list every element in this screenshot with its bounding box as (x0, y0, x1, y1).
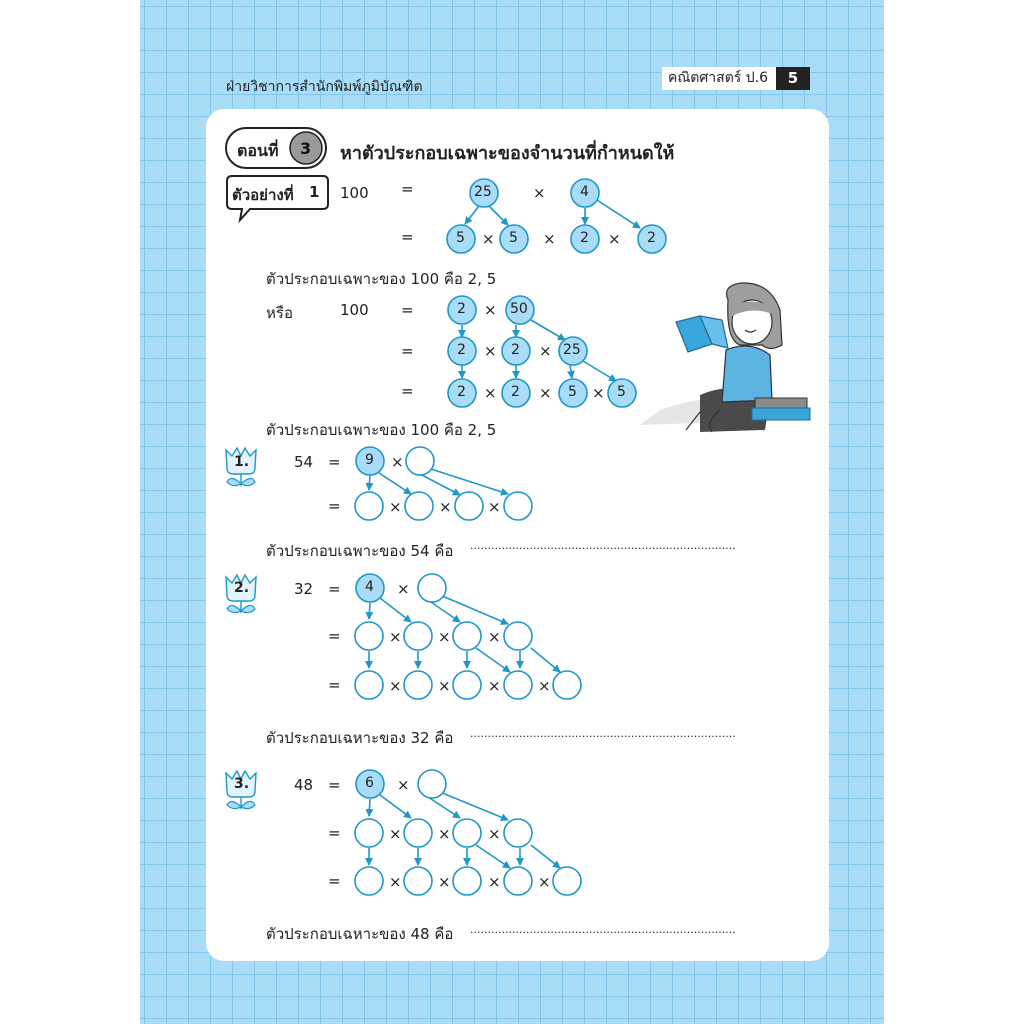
alt-label: หรือ (266, 304, 293, 322)
equals-sign: = (328, 776, 341, 794)
times-sign: × (539, 342, 552, 360)
times-sign: × (488, 628, 501, 646)
equals-sign: = (328, 824, 341, 842)
tree-value: 2 (511, 384, 520, 400)
example-answer: ตัวประกอบเฉพาะของ 100 คือ 2, 5 (266, 270, 497, 288)
times-sign: × (543, 230, 556, 248)
ex2-blank-circle[interactable] (504, 671, 532, 699)
ex3-blank-circle[interactable] (355, 867, 383, 895)
section-label: ตอนที่ (237, 141, 279, 160)
ex2-blank-circle[interactable] (404, 671, 432, 699)
tree-value: 5 (509, 230, 518, 246)
times-sign: × (608, 230, 621, 248)
page-number: 5 (776, 67, 810, 90)
given-factor: 6 (365, 775, 374, 791)
publisher-label: ฝ่ายวิชาการสำนักพิมพ์ภูมิบัณฑิต (226, 79, 423, 95)
times-sign: × (592, 384, 605, 402)
ex2-blank-circle[interactable] (355, 671, 383, 699)
times-sign: × (484, 384, 497, 402)
given-factor: 4 (365, 579, 374, 595)
tree-value: 5 (617, 384, 626, 400)
equals-sign: = (401, 301, 414, 319)
tree-value: 2 (457, 384, 466, 400)
section-number: 3 (300, 139, 312, 158)
tree-value: 2 (457, 342, 466, 358)
tree-value: 5 (568, 384, 577, 400)
exercise-value: 32 (294, 580, 314, 598)
tree-value: 2 (580, 230, 589, 246)
ex1-blank-circle[interactable] (355, 492, 383, 520)
equals-sign: = (328, 676, 341, 694)
exercise-answer-label: ตัวประกอบเฉพาะของ 54 คือ (266, 542, 454, 560)
equals-sign: = (328, 627, 341, 645)
subject-label: คณิตศาสตร์ ป.6 (662, 67, 776, 90)
times-sign: × (533, 184, 546, 202)
times-sign: × (488, 498, 501, 516)
times-sign: × (438, 628, 451, 646)
ex2-blank-circle[interactable] (453, 622, 481, 650)
exercise-value: 48 (294, 776, 314, 794)
example-number-value: 100 (340, 301, 369, 319)
ex2-blank-circle[interactable] (504, 622, 532, 650)
equals-sign: = (328, 872, 341, 890)
times-sign: × (488, 873, 501, 891)
times-sign: × (488, 677, 501, 695)
times-sign: × (389, 628, 402, 646)
times-sign: × (438, 873, 451, 891)
ex3-blank-circle[interactable] (404, 867, 432, 895)
ex2-blank-circle[interactable] (453, 671, 481, 699)
ex3-blank-circle[interactable] (553, 867, 581, 895)
equals-sign: = (401, 382, 414, 400)
example-label: ตัวอย่างที่ (232, 186, 294, 204)
equals-sign: = (401, 342, 414, 360)
tree-value: 5 (456, 230, 465, 246)
ex1-blank-circle[interactable] (504, 492, 532, 520)
ex3-blank-circle[interactable] (453, 819, 481, 847)
times-sign: × (389, 677, 402, 695)
times-sign: × (397, 580, 410, 598)
example-number-value: 100 (340, 184, 369, 202)
answer-blank[interactable]: ............................................................................ (470, 923, 736, 936)
exercise-answer-label: ตัวประกอบเฉหาะของ 48 คือ (266, 925, 454, 943)
times-sign: × (539, 384, 552, 402)
times-sign: × (488, 825, 501, 843)
answer-blank[interactable]: ............................................................................ (470, 727, 736, 740)
ex3-blank-circle[interactable] (418, 770, 446, 798)
example-answer: ตัวประกอบเฉพาะของ 100 คือ 2, 5 (266, 421, 497, 439)
ex3-blank-circle[interactable] (504, 867, 532, 895)
tree-value: 2 (511, 342, 520, 358)
answer-blank[interactable]: ............................................................................ (470, 539, 736, 552)
example-number: 1 (309, 183, 320, 201)
tree-value: 2 (457, 301, 466, 317)
times-sign: × (538, 677, 551, 695)
times-sign: × (389, 825, 402, 843)
exercise-number: 3. (234, 776, 250, 792)
ex3-blank-circle[interactable] (404, 819, 432, 847)
ex1-blank-circle[interactable] (406, 447, 434, 475)
tree-value: 25 (563, 342, 581, 358)
exercise-number: 1. (234, 454, 250, 470)
ex3-blank-circle[interactable] (453, 867, 481, 895)
ex1-blank-circle[interactable] (405, 492, 433, 520)
equals-sign: = (328, 497, 341, 515)
times-sign: × (439, 498, 452, 516)
equals-sign: = (328, 580, 341, 598)
tree-value: 4 (580, 184, 589, 200)
ex2-blank-circle[interactable] (404, 622, 432, 650)
times-sign: × (397, 776, 410, 794)
section-title: หาตัวประกอบเฉพาะของจำนวนที่กำหนดให้ (340, 143, 675, 164)
times-sign: × (538, 873, 551, 891)
ex2-blank-circle[interactable] (418, 574, 446, 602)
girl-reading-illustration (640, 283, 810, 432)
ex3-blank-circle[interactable] (355, 819, 383, 847)
exercise-answer-label: ตัวประกอบเฉหาะของ 32 คือ (266, 729, 454, 747)
equals-sign: = (401, 180, 414, 198)
times-sign: × (484, 301, 497, 319)
exercise-value: 54 (294, 453, 314, 471)
times-sign: × (438, 825, 451, 843)
times-sign: × (438, 677, 451, 695)
tree-value: 2 (647, 230, 656, 246)
times-sign: × (389, 498, 402, 516)
tree-value: 50 (510, 301, 528, 317)
times-sign: × (389, 873, 402, 891)
times-sign: × (391, 453, 404, 471)
times-sign: × (484, 342, 497, 360)
equals-sign: = (328, 453, 341, 471)
times-sign: × (482, 230, 495, 248)
equals-sign: = (401, 228, 414, 246)
tree-value: 25 (474, 184, 492, 200)
ex3-blank-circle[interactable] (504, 819, 532, 847)
ex2-blank-circle[interactable] (355, 622, 383, 650)
exercise-number: 2. (234, 580, 250, 596)
ex2-blank-circle[interactable] (553, 671, 581, 699)
ex1-blank-circle[interactable] (455, 492, 483, 520)
given-factor: 9 (365, 452, 374, 468)
